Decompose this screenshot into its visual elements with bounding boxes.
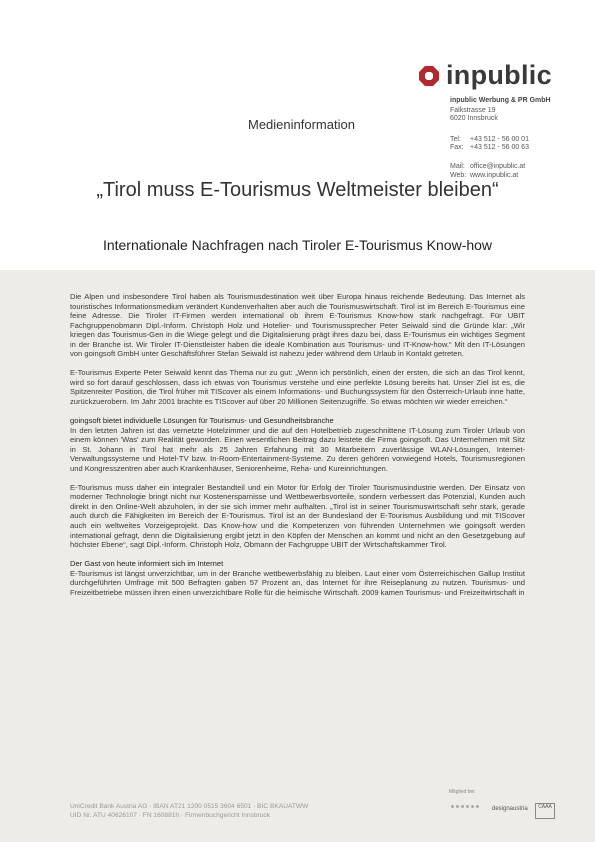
article-paragraph-5: E-Tourismus ist längst unverzichtbar, um in der Branche wettbewerbsfähig zu bleiben. Laut einer vom Österreichischen Gallup Institut durchgeführten Umfrage mit 500 Befragten gaben 57 Prozent an, das Internet für ihre Reiseplanung zu nutzen. Tourismus- und Freizeitbetriebe müssen ihren einen unverzichtbare Rolle für die heimische Wirtschaft. 2009 kamen Tourismus- und Freizeitwirtschaft in <box>70 568 525 597</box>
section-heading-individual-solutions: goingsoft bietet individuelle Lösungen für Tourismus- und Gesundheitsbranche <box>70 416 334 426</box>
inpublic-logo <box>418 62 552 89</box>
article-paragraph-2: E-Tourismus Experte Peter Seiwald kennt das Thema nur zu gut: „Wenn ich persönlich, einen der ersten, die sich an das Tirol kennt, wird so fort darauf geschlossen, dass ich etwas von Tourismus verstehe und eine perfekte Lösung bereits hat. Unser Ziel ist es, die Spitzenreiter Position, die Tirol früher mit TIScover als einem Informations- und Buchungssystem für den Österreich-Urlaub inne hatte, zurückzuerobern. Im Jahr 2001 brachte es TIScover auf über 20 Millionen Seitenzugriffe. So etwas möchten wir wieder erreichen.“ <box>70 368 525 406</box>
tel-label: Tel: <box>450 135 461 143</box>
tel-value: +43 512 - 56 00 01 <box>470 135 529 143</box>
article-paragraph-1: Die Alpen und insbesondere Tirol haben als Tourismusdestination weit über Europa hinaus reichende Bedeutung. Das Internet als touristisches Informationsmedium verändert Kundenverhalten aber auch die Tourismuswirtschaft. Tirol ist im Bereich E-Tourismus eine feine Adresse. Die Tiroler IT-Firmen werden international ob ihrem E-Tourismus Know-how stark nachgefragt. Für UBIT Fachgruppenobmann Dipl.-Inform. Christoph Holz und Hotelier- und Tourismussprecher Peter Seiwald sind die Gründe klar: „Wir kriegen das Tourismus-Gen in die Wiege gelegt und die Digitalisierung prägt ihres dazu bei, dass E-Tourismus ein wichtiges Segment in der Branche ist. Wir Tiroler IT-Dienstleister haben die ideale Kombination aus Tourismus- und IT-Know-how.“ Mit den IT-Lösungen von goingsoft GmbH unter Geschäftsführer Stefan Seiwald ist nahezu jeder während dem Urlaub in Kontakt getreten. <box>70 292 525 359</box>
footer-legal <box>70 803 308 821</box>
web-label: Web: <box>450 171 467 179</box>
fax-value: +43 512 - 56 00 63 <box>470 144 529 152</box>
contact-block <box>450 97 551 180</box>
press-release-subtitle: Internationale Nachfragen nach Tiroler E-Tourismus Know-how <box>102 237 493 253</box>
mail-row <box>450 163 551 172</box>
mail-label: Mail: <box>450 162 465 170</box>
caaa-logo: CAAA <box>535 803 555 819</box>
article-paragraph-4: E-Tourismus muss daher ein integraler Bestandteil und ein Motor für Erfolg der Tiroler Tourismusindustrie werden. Der Einsatz von moderner Technologie bringt nicht nur Kostenersparnisse und Wettbewerbsvorteile, sondern verbessert das Potenzial, Kunden auch direkt in den Online-Welt abzuholen, in der sie sich immer mehr aufhalten. „Tirol ist in seiner Tourismuswirtschaft sehr stark, gerade auch durch die Fähigkeiten im Bereich der E-Tourismus. Tirol ist an der Bundesland der E-Tourismus Ausbildung und mit TIScover auch ein weltweites Vorzeigeprojekt. Das Know-how und die Kompetenzen von führenden Unternehmen wie goingsoft werden international gefragt, denn die Digitalisierung ergibt jetzt in den Köpfen der Menschen an kommt und nicht an den Gesetzgebung auf höchster Ebene“, sagt Dipl.-Inform. Christoph Holz, Obmann der Fachgruppe UBIT der Wirtschaftskammer Tirol. <box>70 482 525 550</box>
partner-dots-logo <box>451 805 479 808</box>
section-heading-guest-internet: Der Gast von heute informiert sich im Internet <box>70 559 224 569</box>
tel-row <box>450 136 551 145</box>
web-link[interactable]: www.inpublic.at <box>470 171 519 179</box>
press-release-title: „Tirol muss E-Tourismus Weltmeister bleiben“ <box>96 179 499 201</box>
footer-bank-line: UniCredit Bank Austria AG · IBAN AT21 1200 0515 3604 6501 · BIC BKAUATWW <box>70 803 309 810</box>
fax-row <box>450 144 551 153</box>
footer-register-line: UID Nr. ATU 40626107 · FN 160881h · Firmenbuchgericht Innsbruck <box>70 811 270 819</box>
street-address: Falkstrasse 19 <box>450 106 496 114</box>
designaustria-logo: designaustria <box>492 806 528 812</box>
article-body <box>70 292 525 607</box>
membership-label: Mitglied bei: <box>449 789 476 795</box>
mail-link[interactable]: office@inpublic.at <box>470 162 526 170</box>
logo-octagon-icon <box>418 65 440 87</box>
article-paragraph-3: In den letzten Jahren ist das vernetzte Hotelzimmer und die auf den Hotelbetrieb zugeschnittene IT-Lösung zum Tiroler Urlaub von einem können 'Was' zum Realität geworden. Einen wesentlichen Beitrag dazu leistete die Firma goingsoft. Das Unternehmen mit Sitz in St. Johann in Tirol hat mehr als 25 Jahren Erfahrung mit 30 Mitarbeitern zuverlässige WLAN-Lösungen, Internet-Verwaltungssysteme und Hotel-TV bzw. In-Room-Entertainment-Systeme. Zu deren gehören vorwiegend Hotels, Tourismusregionen und Kongresszentren aber auch Krankenhäuser, Seniorenheime, Reha- und Kureinrichtungen. <box>70 425 525 473</box>
document-type-label: Medieninformation <box>248 117 355 132</box>
company-name: inpublic Werbung & PR GmbH <box>450 97 551 104</box>
logo-wordmark: inpublic <box>446 60 552 90</box>
fax-label: Fax: <box>450 144 464 152</box>
city-address: 6020 Innsbruck <box>450 115 498 123</box>
